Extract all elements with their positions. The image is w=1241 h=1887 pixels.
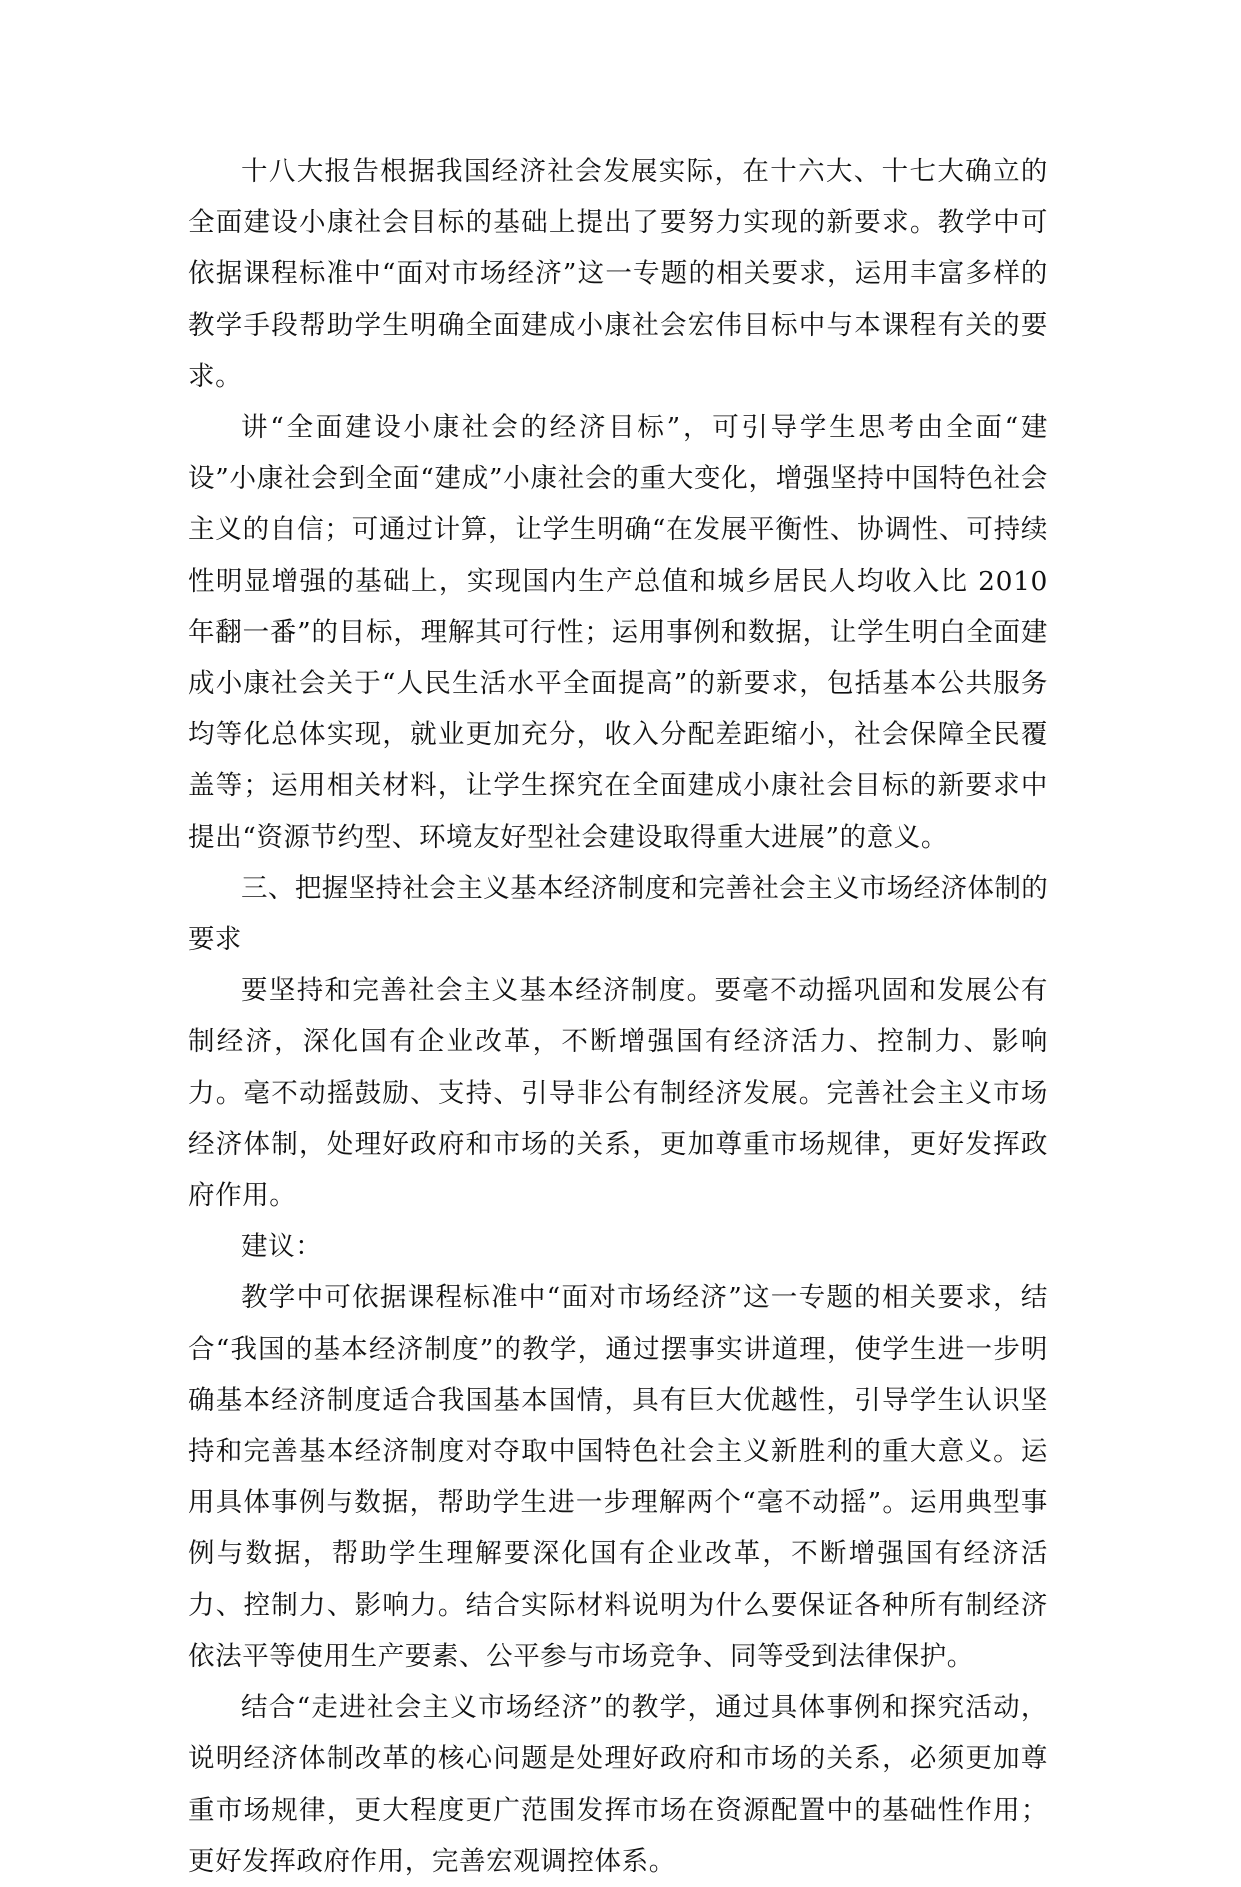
paragraph-shibada-report: 十八大报告根据我国经济社会发展实际，在十六大、十七大确立的全面建设小康社会目标的基础上提出了要努力实现的新要求。教学中可依据课程标准中“面对市场经济”这一专题的相关要求，运用丰富多样的教学手段帮助学生明确全面建成小康社会宏伟目标中与本课程有关的要求。 [188, 156, 1048, 392]
section-heading-3: 三、把握坚持社会主义基本经济制度和完善社会主义市场经济体制的要求 [188, 872, 1048, 956]
paragraph-basic-economic-system: 要坚持和完善社会主义基本经济制度。要毫不动摇巩固和发展公有制经济，深化国有企业改革，不断增强国有经济活力、控制力、影响力。毫不动摇鼓励、支持、引导非公有制经济发展。完善社会主义市场经济体制，处理好政府和市场的关系，更加尊重市场规律，更好发挥政府作用。 [188, 975, 1048, 1212]
paragraph-market-economy: 结合“走进社会主义市场经济”的教学，通过具体事例和探究活动，说明经济体制改革的核心问题是处理好政府和市场的关系，必须更加尊重市场规律，更大程度更广范围发挥市场在资源配置中的基础性作用；更好发挥政府作用，完善宏观调控体系。 [188, 1692, 1048, 1877]
document-body [188, 146, 1048, 1887]
paragraph-economic-goals: 讲“全面建设小康社会的经济目标”，可引导学生思考由全面“建设”小康社会到全面“建成”小康社会的重大变化，增强坚持中国特色社会主义的自信；可通过计算，让学生明确“在发展平衡性、协调性、可持续性明显增强的基础上，实现国内生产总值和城乡居民人均收入比 2010 年翻一番”的目标，理解其可行性；运用事例和数据，让学生明白全面建成小康社会关于“人民生活水平全面提高”的新要求，包括基本公共服务均等化总体实现，就业更加充分，收入分配差距缩小，社会保障全民覆盖等；运用相关材料，让学生探究在全面建成小康社会目标的新要求中提出“资源节约型、环境友好型社会建设取得重大进展”的意义。 [188, 412, 1048, 853]
suggestion-label: 建议： [241, 1231, 323, 1263]
paragraph-teaching-suggestion: 教学中可依据课程标准中“面对市场经济”这一专题的相关要求，结合“我国的基本经济制度”的教学，通过摆事实讲道理，使学生进一步明确基本经济制度适合我国基本国情，具有巨大优越性，引导学生认识坚持和完善基本经济制度对夺取中国特色社会主义新胜利的重大意义。运用具体事例与数据，帮助学生进一步理解两个“毫不动摇”。运用典型事例与数据，帮助学生理解要深化国有企业改革，不断增强国有经济活力、控制力、影响力。结合实际材料说明为什么要保证各种所有制经济依法平等使用生产要素、公平参与市场竞争、同等受到法律保护。 [188, 1282, 1048, 1672]
